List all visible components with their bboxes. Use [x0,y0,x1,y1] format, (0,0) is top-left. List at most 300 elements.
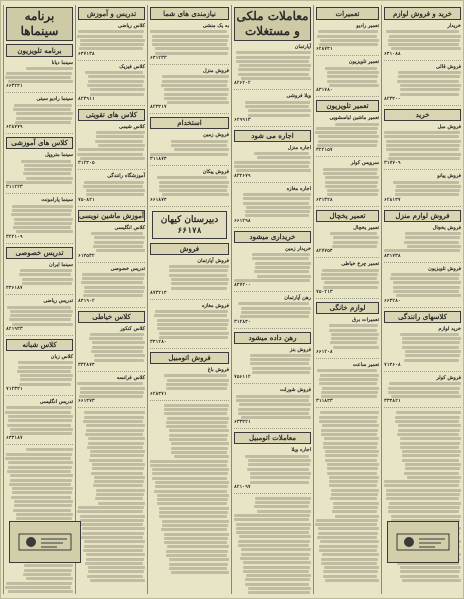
ad-text-line [238,540,310,543]
ad-text-line [167,545,229,548]
ad-text-line [317,144,377,147]
ad-text-line [26,67,73,70]
classified-ad [78,124,145,170]
ad-phone: ۶۶۱۲۰۸ [316,350,333,356]
ad-text-line [402,341,460,344]
ad-text-line [246,206,311,209]
ad-text-line [171,451,227,454]
ad-title: فروش آپارتمان [197,257,229,264]
ad-text-line [84,545,144,548]
column-header: تدریس و آموزش [78,7,145,20]
ad-text-line [245,101,310,104]
ad-phone: ۳۱۱۲۲۳ [6,185,23,191]
ad-text-line [91,472,143,475]
ad-text-line [88,80,144,83]
ad-phone: ۸۲۳۴۰۰ [384,96,401,102]
ad-text-line [88,570,144,573]
ad-text-line [12,487,73,490]
section-heading: تعمیر تلویزیون [316,100,379,112]
ad-text-line [6,582,72,585]
ad-phone: ۸۲۳۹۱۱ [78,96,95,102]
ad-text-line [8,419,72,422]
ad-text-line [12,323,73,326]
ad-text-line [320,39,379,42]
ad-text-line [22,278,73,281]
ad-text-line [323,168,378,171]
section-heading: معاملات اتومبیل [234,432,311,444]
ad-text-line [400,566,461,569]
ad-text-line [87,84,143,87]
ad-text-line [395,416,460,419]
ad-text-line [8,466,72,469]
ad-text-line [10,310,73,313]
ad-text-line [321,433,377,436]
ad-text-line [321,562,377,565]
ad-text-line [12,209,72,212]
ad-text-line [245,583,309,586]
ad-text-line [384,135,459,138]
ad-phone: ۶۲۸۷۴۱ [316,47,333,53]
ad-text-line [250,354,311,357]
ad-title: کلاس فرانسه [116,374,145,381]
ad-title: تدریس انگلیسی [39,399,73,406]
ad-phone: ۶۴۷۱۳۸ [78,51,95,57]
ad-text-line [391,395,461,398]
ad-text-line [164,408,228,411]
ad-text-line [82,532,144,535]
ad-text-line [88,566,145,569]
ad-phone: ۶۶۱۲۹۸ [234,218,251,224]
boxed-advertisement [152,211,227,239]
ad-text-line [332,245,377,248]
ad-text-line [238,302,309,305]
ad-text-line [26,577,73,580]
ad-text-line [255,497,311,500]
ad-text-line [333,506,378,509]
ad-text-line [95,497,143,500]
ad-title: تعمیر یخچال [353,224,379,231]
ad-text-line [248,109,311,112]
ad-text-line [404,472,459,475]
ad-phone: ۳۲۲۱۵۷ [316,148,333,154]
ad-text-line [397,80,459,83]
ad-text-line [245,105,309,108]
ad-text-line [87,446,143,449]
ad-text-line [388,510,459,513]
ad-text-line [10,432,72,435]
ad-text-line [86,189,145,192]
ad-text-line [159,511,228,514]
ad-text-line [398,75,460,78]
ad-text-line [12,205,73,208]
ad-text-line [12,491,72,494]
ad-text-line [164,93,228,96]
ad-text-line [241,311,310,314]
ad-phone: ۸۴۷۲۰۰ [234,283,251,289]
section-heading: کلاس خیاطی [78,311,145,323]
column-header: برنامه سینماها [6,7,73,41]
ad-text-line [96,249,145,252]
ad-text-line [82,273,145,276]
classified-ad [234,387,311,429]
ad-text-line [241,553,310,556]
ad-text-line [84,540,145,543]
ad-text-line [8,461,73,464]
ad-text-line [252,367,311,370]
ad-text-line [22,282,72,285]
ad-text-line [398,424,461,427]
classified-ad [234,44,311,90]
ad-text-line [79,395,143,398]
classified-ad [384,326,461,372]
ad-title: اجاره ویلا [291,447,311,454]
ad-text-line [236,527,310,530]
ad-text-line [325,181,378,184]
column-header: تعمیرات [316,7,379,20]
ad-text-line [159,515,227,518]
ad-title: تعمیر تلویزیون [348,59,379,66]
ad-text-line [157,502,227,505]
ad-text-line [389,35,461,38]
ad-text-line [84,290,144,293]
ad-text-line [7,470,71,473]
ad-text-line [154,314,227,317]
ad-text-line [164,541,227,544]
column-filler-text [316,411,379,582]
ad-text-line [398,429,460,432]
ad-title: تدریس خصوصی [110,265,145,272]
ad-text-line [236,395,310,398]
ad-text-line [257,275,311,278]
ad-text-line [234,279,310,282]
ad-text-line [395,193,459,196]
ad-text-line [250,476,310,479]
column-filler-text [78,411,145,582]
classified-ad [78,375,145,408]
ad-text-line [236,51,311,54]
ad-text-line [238,408,310,411]
ad-text-line [80,43,144,46]
ad-text-line [384,484,459,487]
classified-ad [234,186,311,228]
ad-text-line [245,210,310,213]
ad-title: رهن آپارتمان [284,295,311,302]
ad-text-line [162,75,229,78]
ad-text-line [321,273,378,276]
ad-text-line [257,156,311,159]
ad-text-line [166,383,228,386]
ad-text-line [325,67,377,70]
ad-text-line [248,587,311,590]
ad-text-line [157,319,229,322]
ad-text-line [8,415,73,418]
ad-text-line [86,193,144,196]
ad-text-line [323,286,378,289]
ad-title: سینما ایران [49,261,73,268]
ad-text-line [88,75,145,78]
ad-text-line [23,172,71,175]
ad-text-line [236,531,309,534]
ad-text-line [327,472,377,475]
ad-text-line [21,160,71,163]
ad-text-line [333,346,379,349]
ad-title: فروش منزل [203,68,229,75]
ad-text-line [393,290,459,293]
ad-text-line [16,517,72,520]
ad-text-line [169,438,227,441]
classified-ad [234,145,311,183]
ad-text-line [395,420,459,423]
ad-text-line [388,506,460,509]
ad-text-line [90,454,144,457]
ad-text-line [388,43,459,46]
classified-ad [6,60,73,93]
ad-text-line [159,181,229,184]
ad-text-line [13,108,71,111]
ad-phone: ۸۳۱۷۸۰ [316,88,333,94]
ad-text-line [80,391,144,394]
section-heading: کلاس شبانه [6,339,73,351]
classified-ad [384,23,461,61]
ad-text-line [14,504,72,507]
classified-ad [150,367,229,400]
ad-phone: ۳۱۷۷۰۹ [384,161,401,167]
ad-text-line [83,549,143,552]
ad-text-line [93,484,143,487]
ad-text-line [83,294,143,297]
ad-title: کلاس کنکور [120,325,145,332]
column-filler-text [150,404,229,575]
ad-text-line [386,144,460,147]
section-heading: خرید [384,109,461,121]
classified-ad [316,225,379,258]
ad-text-line [389,502,461,505]
ad-text-line [161,528,227,531]
ad-title: کلاس زبان [50,353,73,360]
ad-title: کلاس فیزیک [119,63,145,70]
ad-text-line [5,586,71,589]
classified-ad [6,399,73,445]
ad-text-line [96,131,145,134]
ad-text-line [95,140,143,143]
ad-text-line [236,523,311,526]
classified-ad [316,59,379,97]
ad-text-line [319,416,378,419]
ad-text-line [319,549,377,552]
ad-text-line [388,387,460,390]
ad-title: خریدار زمین [285,245,311,252]
ad-phone: ۶۴۳۱۸۷ [6,436,23,442]
ad-text-line [6,72,72,75]
section-heading: لوازم خانگی [316,302,379,314]
ad-text-line [78,148,144,151]
column-col3 [147,5,231,594]
ad-text-line [155,47,229,50]
section-heading: کلاس های تقویتی [78,109,145,121]
ad-text-line [322,269,379,272]
ad-text-line [78,506,144,509]
ad-text-line [318,140,378,143]
ad-phone: ۶۱۴۵۳۲ [78,253,95,259]
ad-text-line [386,140,461,143]
ad-text-line [11,496,71,499]
ad-text-line [245,578,310,581]
ad-text-line [400,442,460,445]
ad-title: فروش شورلت [279,387,311,394]
ad-text-line [159,189,227,192]
ad-text-line [157,327,227,330]
ad-text-line [171,278,229,281]
ad-text-line [162,520,229,523]
ad-text-line [16,117,72,120]
ad-text-line [169,274,227,277]
ad-text-line [96,135,144,138]
ad-text-line [86,558,144,561]
ad-text-line [234,514,310,517]
ad-text-line [171,442,229,445]
ad-text-line [236,60,309,63]
ad-text-line [400,84,461,87]
ad-phone: ۳۳۴۸۲۱ [384,399,401,405]
ad-text-line [405,236,460,239]
classified-ad [234,295,311,328]
ad-text-line [384,480,460,483]
ad-text-line [238,544,309,547]
ad-phone: ۶۶۱۴۷۳ [78,399,95,405]
column-col5 [313,5,381,594]
ad-text-line [319,420,377,423]
ad-title: کلاس شیمی [119,123,145,130]
ad-text-line [152,43,227,46]
section-heading: تعمیر یخچال [316,210,379,222]
ad-text-line [325,185,377,188]
ad-text-line [93,245,143,248]
ad-text-line [393,181,459,184]
ad-text-line [400,333,459,336]
ad-text-line [84,181,144,184]
advert-illustration [9,521,81,563]
classified-ad [78,326,145,372]
ad-text-line [80,39,145,42]
ad-title: فروش قالی [435,63,461,70]
ad-title: تدریس ریاضی [43,298,73,305]
classified-ad [6,152,73,194]
classified-ad [384,225,461,263]
ad-text-line [386,493,460,496]
ad-text-line [84,286,145,289]
ad-text-line [161,84,227,87]
ad-text-line [234,165,309,168]
section-heading: فروش [150,243,229,255]
classified-ad [150,68,229,114]
ad-title: سینما پارامونت [41,197,73,204]
ad-text-line [84,416,144,419]
ad-text-line [391,273,460,276]
ad-text-line [250,362,309,365]
ad-title: فروش مبل [437,123,461,130]
section-heading: فروش لوازم منزل [384,210,461,222]
ad-text-line [325,459,377,462]
ad-text-line [6,453,72,456]
ad-text-line [323,442,378,445]
ad-phone: ۶۶۳۲۸۰ [384,298,401,304]
ad-text-line [255,262,311,265]
ad-text-line [245,455,309,458]
ad-text-line [234,161,310,164]
ad-text-line [250,481,309,484]
ad-text-line [171,144,227,147]
ad-text-line [166,421,228,424]
ad-text-line [239,403,311,406]
ad-phone: ۸۲۶۲۰۲ [234,81,251,87]
ad-text-line [91,232,143,235]
boxed-ad-brand: دبیرستان کیهان [160,214,219,225]
ad-text-line [329,476,379,479]
ad-text-line [162,80,228,83]
ad-text-line [386,148,459,151]
ad-text-line [152,477,227,480]
ad-text-line [400,88,460,91]
column-col4 [231,5,313,594]
ad-text-line [319,382,377,385]
ad-text-line [248,463,310,466]
ad-text-line [171,447,228,450]
ad-text-line [85,433,143,436]
ad-text-line [405,354,460,357]
ad-text-line [329,84,379,87]
ad-text-line [400,446,459,449]
ad-text-line [162,524,228,527]
ad-text-line [166,387,227,390]
ad-text-line [82,527,145,530]
ad-text-line [82,277,144,280]
ad-text-line [5,411,71,414]
column-col1 [3,5,75,594]
ad-title: اجاره مغازه [286,185,311,192]
ad-text-line [333,236,379,239]
ad-text-line [152,35,229,38]
ad-text-line [14,500,73,503]
ad-text-line [327,189,379,192]
ad-phone: ۳۲۲۱۰۹ [6,234,23,240]
classified-ad [78,173,145,206]
ad-text-line [10,428,73,431]
ad-text-line [330,497,377,500]
ad-title: تعمیرات برق [352,316,379,323]
ad-text-line [169,558,229,561]
ad-text-line [236,169,311,172]
ad-text-line [402,450,461,453]
ad-text-line [92,467,144,470]
ad-text-line [164,537,228,540]
ad-text-line [10,314,72,317]
ad-text-line [10,474,73,477]
ad-text-line [150,464,227,467]
ad-text-line [167,379,229,382]
ad-text-line [24,164,73,167]
ad-text-line [384,249,460,252]
ad-text-line [329,324,378,327]
ad-text-line [248,459,311,462]
ad-text-line [329,480,378,483]
ad-text-line [402,346,459,349]
ad-phone: ۶۴۱۳۲۸ [316,197,333,203]
ad-text-line [325,450,379,453]
classified-ad [384,266,461,308]
illustration-icon [395,528,451,556]
ad-text-line [335,515,379,518]
ad-text-line [329,484,378,487]
